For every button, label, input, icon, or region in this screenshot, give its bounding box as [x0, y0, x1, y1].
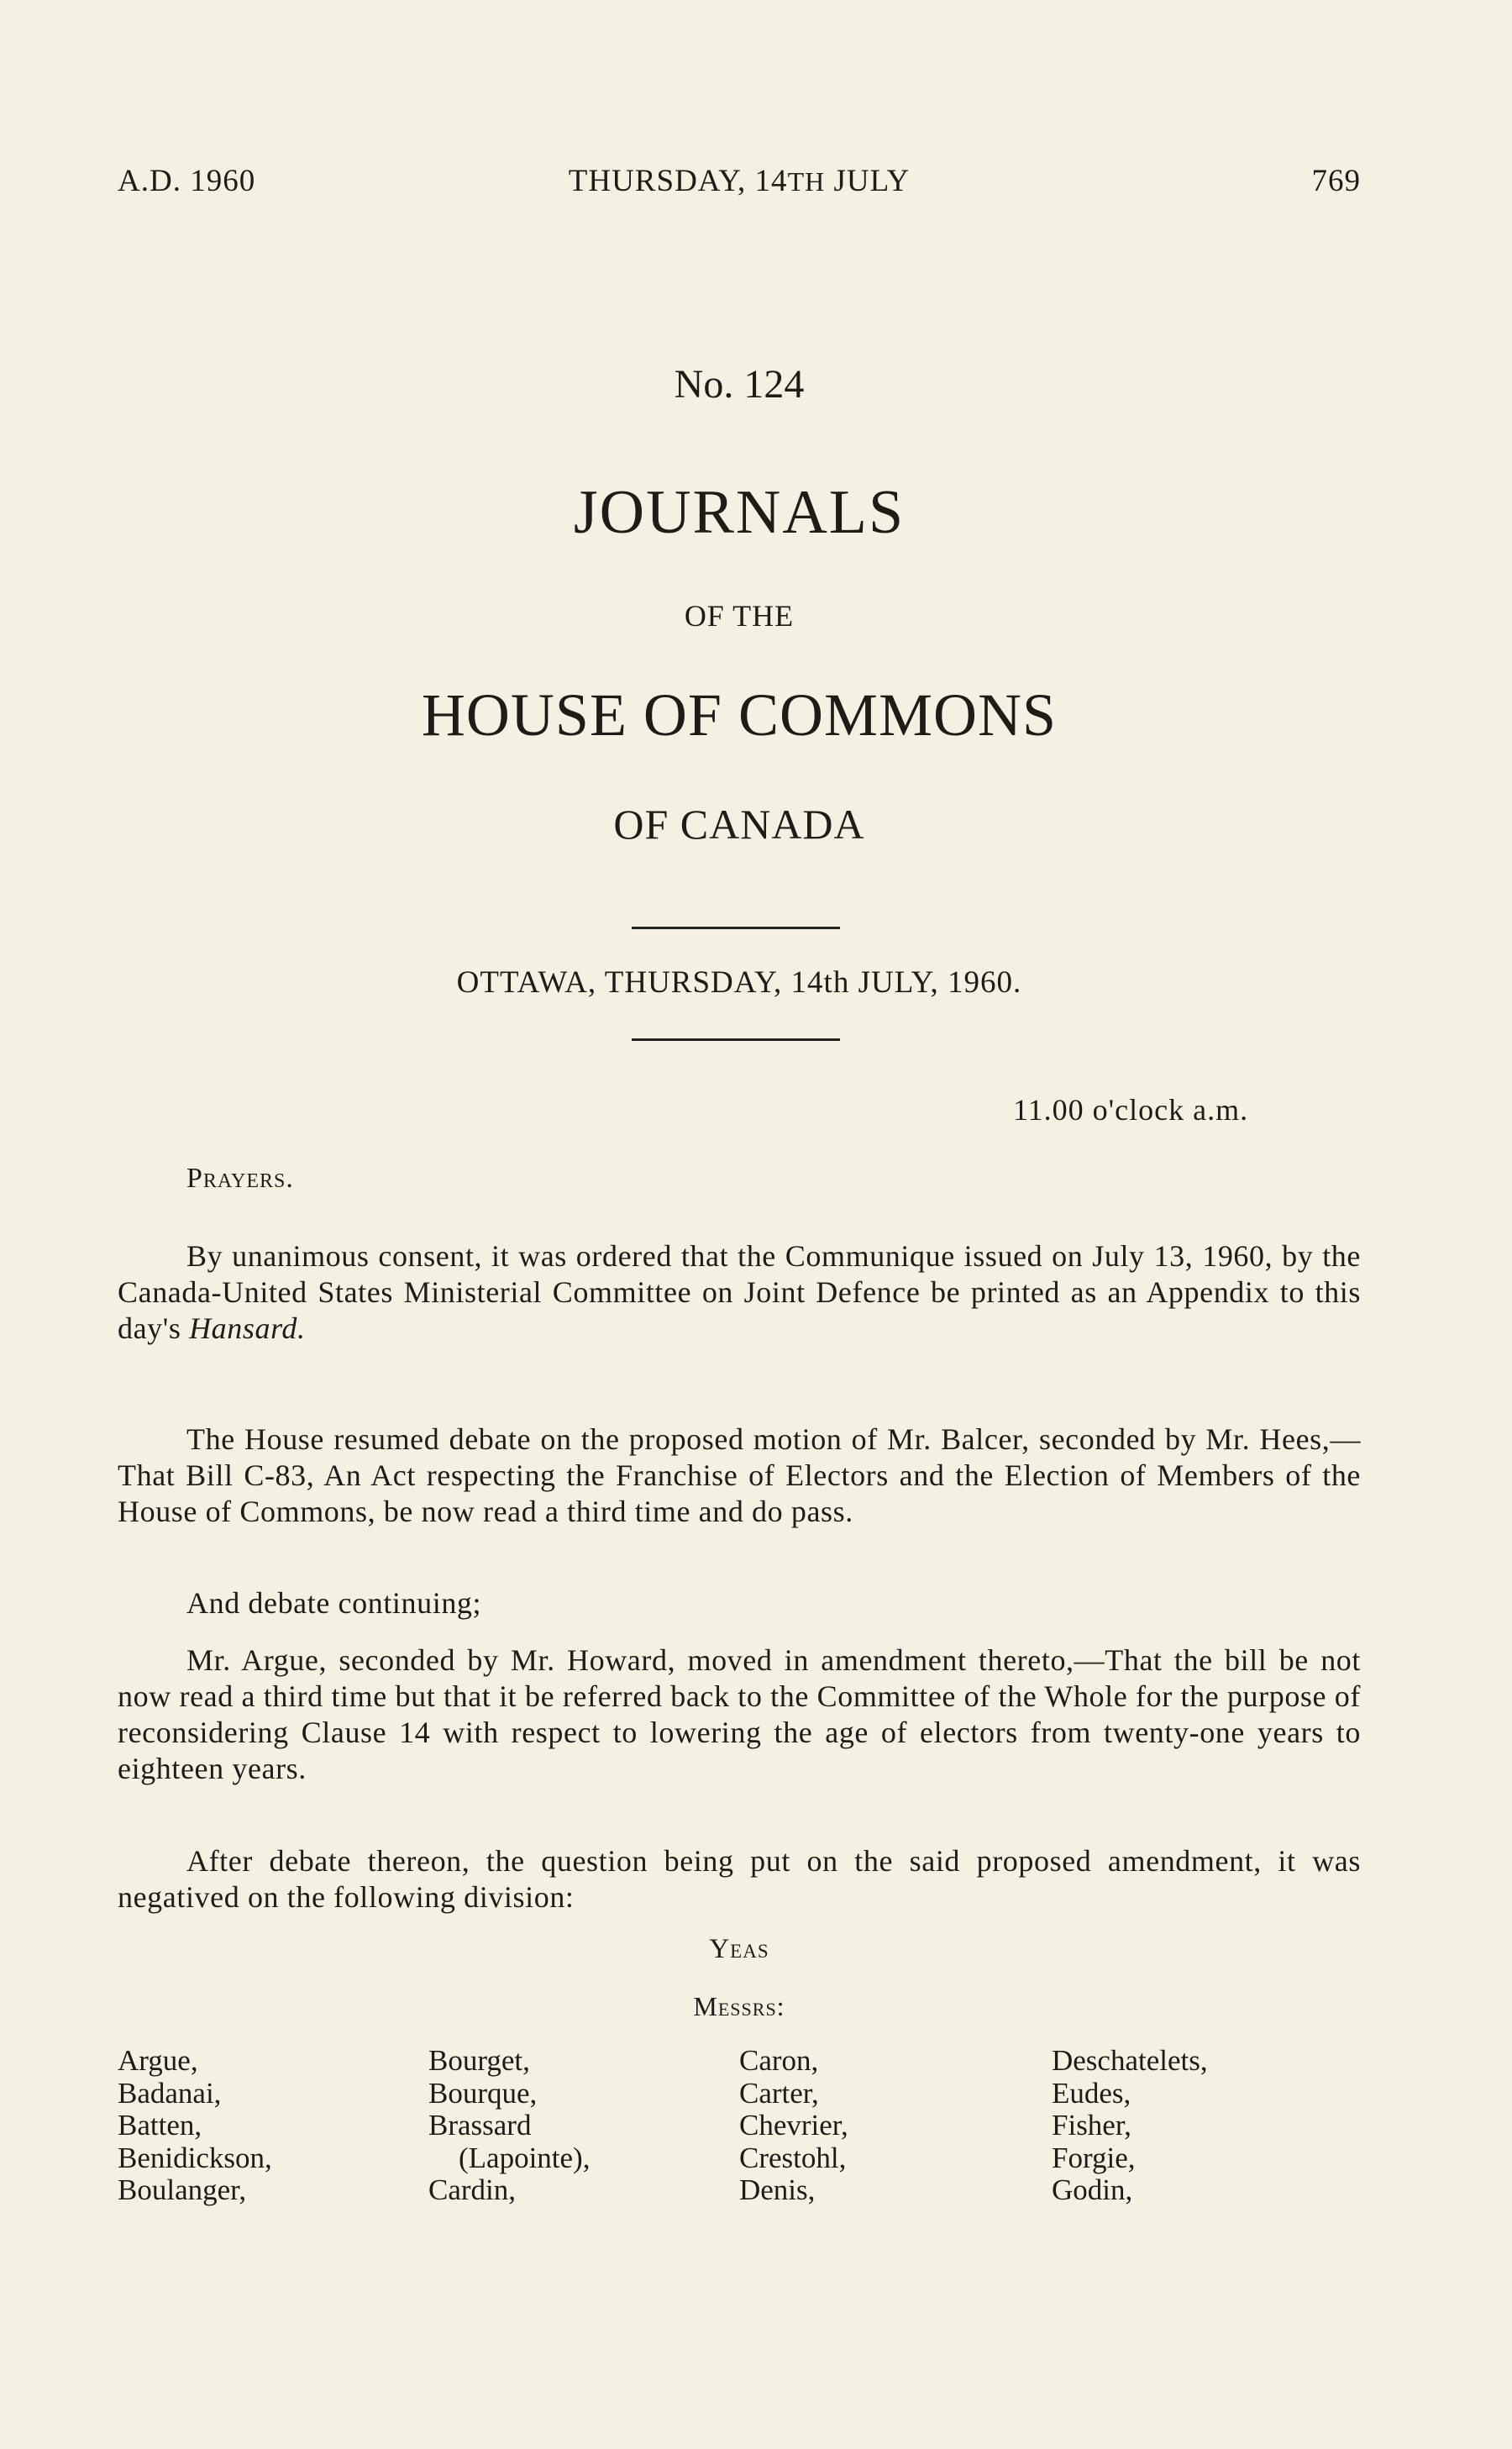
member-name: Forgie,	[1052, 2141, 1136, 2174]
member-name: Caron,	[739, 2044, 819, 2077]
member-name: Carter,	[739, 2076, 819, 2110]
member-name: Argue,	[118, 2044, 198, 2077]
member-name: Benidickson,	[118, 2141, 272, 2174]
paragraph-communique	[118, 1238, 1361, 1347]
member-name: Badanai,	[118, 2076, 222, 2110]
date-heading-prefix: THURSDAY, 14	[568, 164, 788, 198]
member-name-continuation: (Lapointe),	[459, 2141, 591, 2174]
messrs-heading: Messrs:	[693, 1991, 785, 2021]
member-name: Fisher,	[1052, 2109, 1131, 2142]
house-of-commons-title: HOUSE OF COMMONS	[421, 681, 1058, 749]
dateline: OTTAWA, THURSDAY, 14th JULY, 1960.	[456, 965, 1022, 1000]
page-number: 769	[1311, 164, 1361, 198]
journal-number: No. 124	[674, 362, 805, 407]
member-name: Chevrier,	[739, 2109, 848, 2142]
names-column-3	[739, 2045, 848, 2207]
paragraph-communique-text: By unanimous consent, it was ordered that the Communique issued on July 13, 1960, by the Canada-United States Ministerial Committee on Joint Defence be printed as an Appendix to this day's	[118, 1239, 1361, 1345]
of-the-label: OF THE	[684, 599, 795, 633]
names-column-2	[428, 2045, 590, 2207]
prayers-heading: Prayers.	[186, 1163, 294, 1194]
member-name: Batten,	[118, 2109, 202, 2142]
date-heading-suffix: JULY	[825, 164, 911, 198]
of-canada-label: OF CANADA	[613, 801, 865, 848]
member-name: Bourget,	[428, 2044, 530, 2077]
paragraph-debate: The House resumed debate on the proposed motion of Mr. Balcer, seconded by Mr. Hees,—That Bill C-83, An Act respecting the Franchise of Electors and the Election of Members of the House of Commons, be now read a third time and do pass.	[118, 1422, 1361, 1528]
top-divider	[632, 927, 840, 929]
paragraph-debate-continuing: And debate continuing;	[186, 1586, 482, 1620]
date-heading	[118, 163, 1361, 199]
bottom-divider	[632, 1038, 840, 1041]
journals-title: JOURNALS	[573, 478, 906, 547]
paragraph-division: After debate thereon, the question being put on the said proposed amendment, it was negatived on the following division:	[118, 1844, 1361, 1914]
member-name: Deschatelets,	[1052, 2044, 1208, 2077]
member-name: Godin,	[1052, 2173, 1133, 2206]
hansard-italic: Hansard.	[189, 1311, 306, 1345]
member-name: Denis,	[739, 2173, 816, 2206]
date-heading-ordinal: TH	[787, 166, 826, 197]
member-name: Brassard	[428, 2109, 532, 2142]
paragraph-amendment: Mr. Argue, seconded by Mr. Howard, moved in amendment thereto,—That the bill be not now read a third time but that it be referred back to the Committee of the Whole for the purpose of reconsidering Clause 14 with respect to lowering the age of electors from twenty-one years to eighteen years.	[118, 1643, 1361, 1785]
names-column-4	[1052, 2045, 1208, 2207]
member-name: Boulanger,	[118, 2173, 247, 2206]
member-name: Crestohl,	[739, 2141, 847, 2174]
sitting-time: 11.00 o'clock a.m.	[1013, 1093, 1249, 1127]
member-name: Bourque,	[428, 2076, 538, 2110]
yeas-heading: Yeas	[709, 1934, 769, 1964]
year-label: A.D. 1960	[118, 164, 256, 198]
member-name: Cardin,	[428, 2173, 517, 2206]
names-column-1	[118, 2045, 272, 2207]
member-name: Eudes,	[1052, 2076, 1131, 2110]
